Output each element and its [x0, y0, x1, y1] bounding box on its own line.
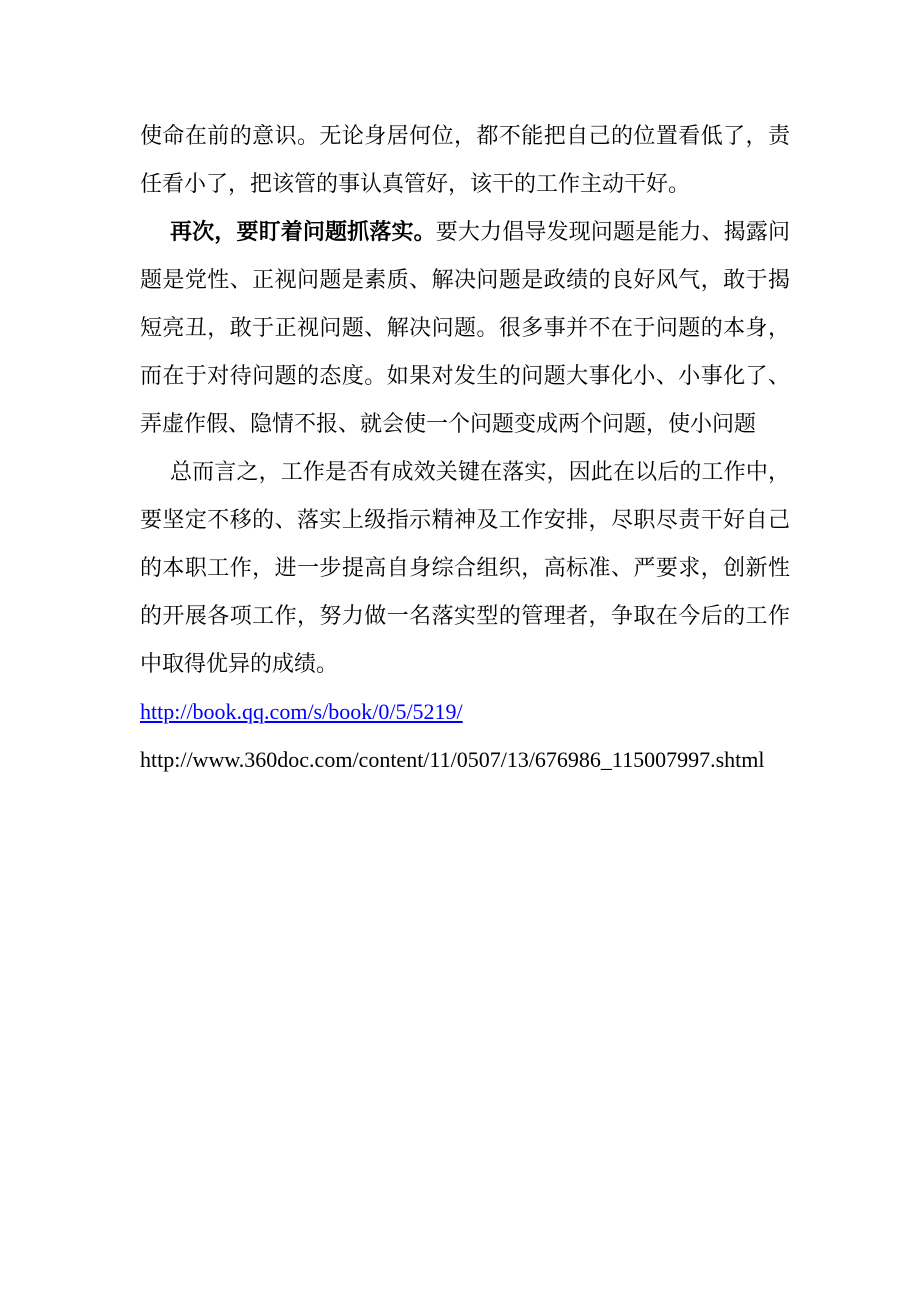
- paragraph-summary: 总而言之，工作是否有成效关键在落实，因此在以后的工作中，要坚定不移的、落实上级指示精神及工作安排，尽职尽责干好自己的本职工作，进一步提高自身综合组织，高标准、严要求，创新性的开展各项工作，努力做一名落实型的管理者，争取在今后的工作中取得优异的成绩。: [140, 459, 790, 676]
- paragraph-body-text: 要大力倡导发现问题是能力、揭露问题是党性、正视问题是素质、解决问题是政绩的良好风气，敢于揭短亮丑，敢于正视问题、解决问题。很多事并不在于问题的本身，而在于对待问题的态度。如果对发生的问题大事化小、小事化了、弄虚作假、隐情不报、就会使一个问题变成两个问题，使小问题: [140, 219, 790, 436]
- paragraph-problems: [140, 208, 790, 448]
- plain-url-line: http://www.360doc.com/content/11/0507/13/676986_115007997.shtml: [140, 747, 765, 772]
- paragraph-continuation: 使命在前的意识。无论身居何位，都不能把自己的位置看低了，责任看小了，把该管的事认真管好，该干的工作主动干好。: [140, 123, 790, 196]
- paragraph-bold-lead: 再次，要盯着问题抓落实。: [170, 219, 436, 244]
- book-qq-hyperlink[interactable]: http://book.qq.com/s/book/0/5/5219/: [140, 699, 463, 724]
- hyperlink-line: [140, 688, 790, 736]
